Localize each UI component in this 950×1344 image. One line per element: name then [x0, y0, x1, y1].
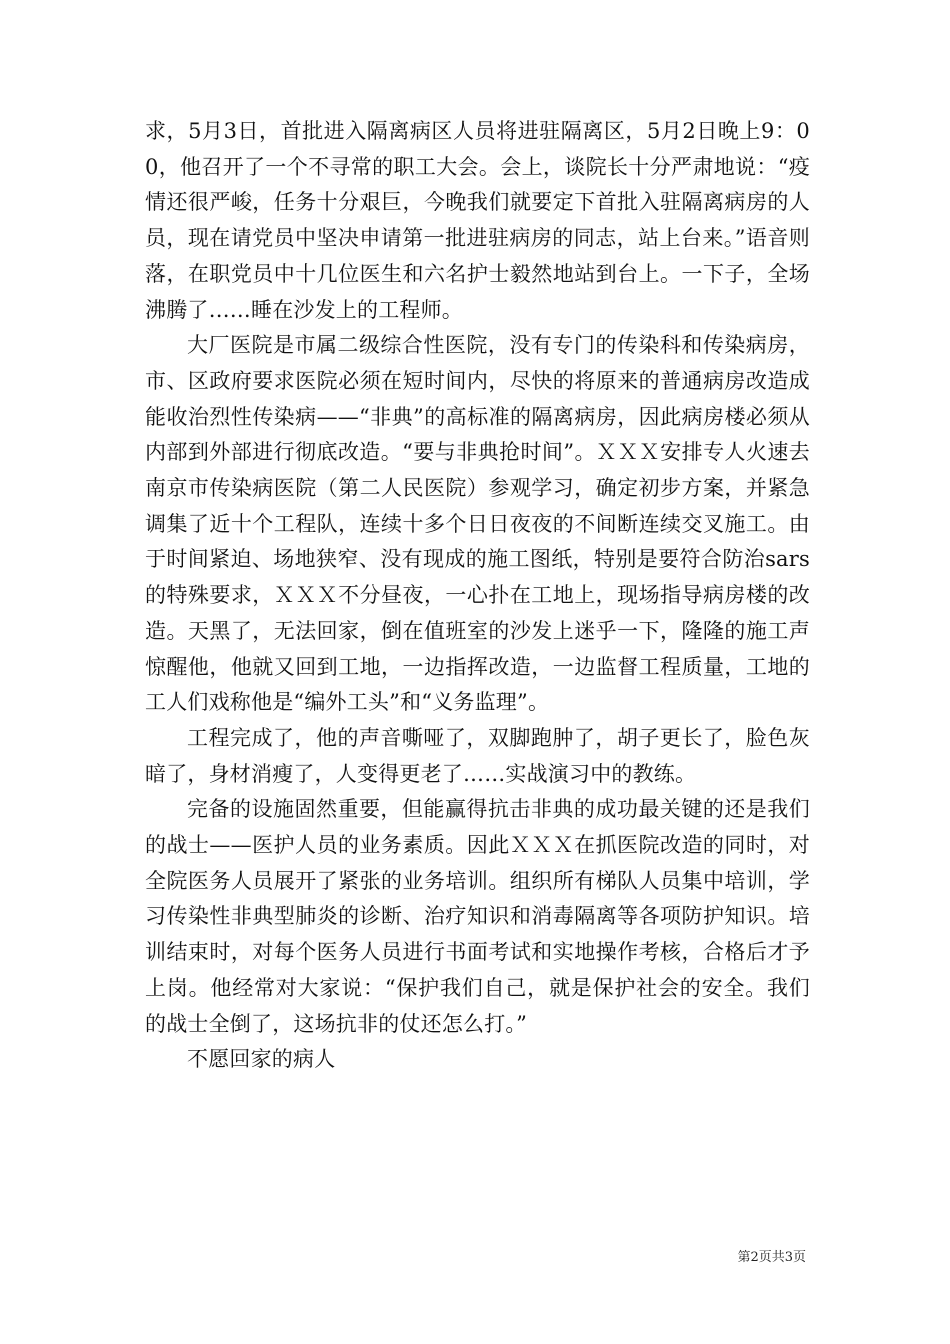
paragraph-1: 求，5月3日，首批进入隔离病区人员将进驻隔离区，5月2日晚上9：00，他召开了一个不寻常的职工大会。会上，谈院长十分严肃地说：“疫情还很严峻，任务十分艰巨，今晚我们就要定下首批入驻隔离病房的人员，现在请党员中坚决申请第一批进驻病房的同志，站上台来。”语音则落，在职党员中十几位医生和六名护士毅然地站到台上。一下子，全场沸腾了……睡在沙发上的工程师。 [145, 119, 810, 322]
paragraph-4: 完备的设施固然重要，但能赢得抗击非典的成功最关键的还是我们的战士——医护人员的业务素质。因此ＸＸＸ在抓医院改造的同时，对全院医务人员展开了紧张的业务培训。组织所有梯队人员集中培训，学习传染性非典型肺炎的诊断、治疗知识和消毒隔离等各项防护知识。培训结束时，对每个医务人员进行书面考试和实地操作考核，合格后才予上岗。他经常对大家说：“保护我们自己，就是保护社会的安全。我们的战士全倒了，这场抗非的仗还怎么打。” [145, 797, 810, 1036]
page-number: 第2页共3页 [737, 1250, 806, 1265]
document-body [145, 114, 810, 1078]
paragraph-5-heading: 不愿回家的病人 [187, 1047, 336, 1072]
paragraph-2: 大厂医院是市属二级综合性医院，没有专门的传染科和传染病房，市、区政府要求医院必须在短时间内，尽快的将原来的普通病房改造成能收治烈性传染病——“非典”的高标准的隔离病房，因此病房楼必须从内部到外部进行彻底改造。“要与非典抢时间”。ＸＸＸ安排专人火速去南京市传染病医院（第二人民医院）参观学习，确定初步方案，并紧急调集了近十个工程队，连续十多个日日夜夜的不间断连续交叉施工。由于时间紧迫、场地狭窄、没有现成的施工图纸，特别是要符合防治sars的特殊要求，ＸＸＸ不分昼夜，一心扑在工地上，现场指导病房楼的改造。天黑了，无法回家，倒在值班室的沙发上迷乎一下，隆隆的施工声惊醒他，他就又回到工地，一边指挥改造，一边监督工程质量，工地的工人们戏称他是“编外工头”和“义务监理”。 [145, 333, 810, 715]
paragraph-3: 工程完成了，他的声音嘶哑了，双脚跑肿了，胡子更长了，脸色灰暗了，身材消瘦了，人变得更老了……实战演习中的教练。 [145, 725, 810, 786]
